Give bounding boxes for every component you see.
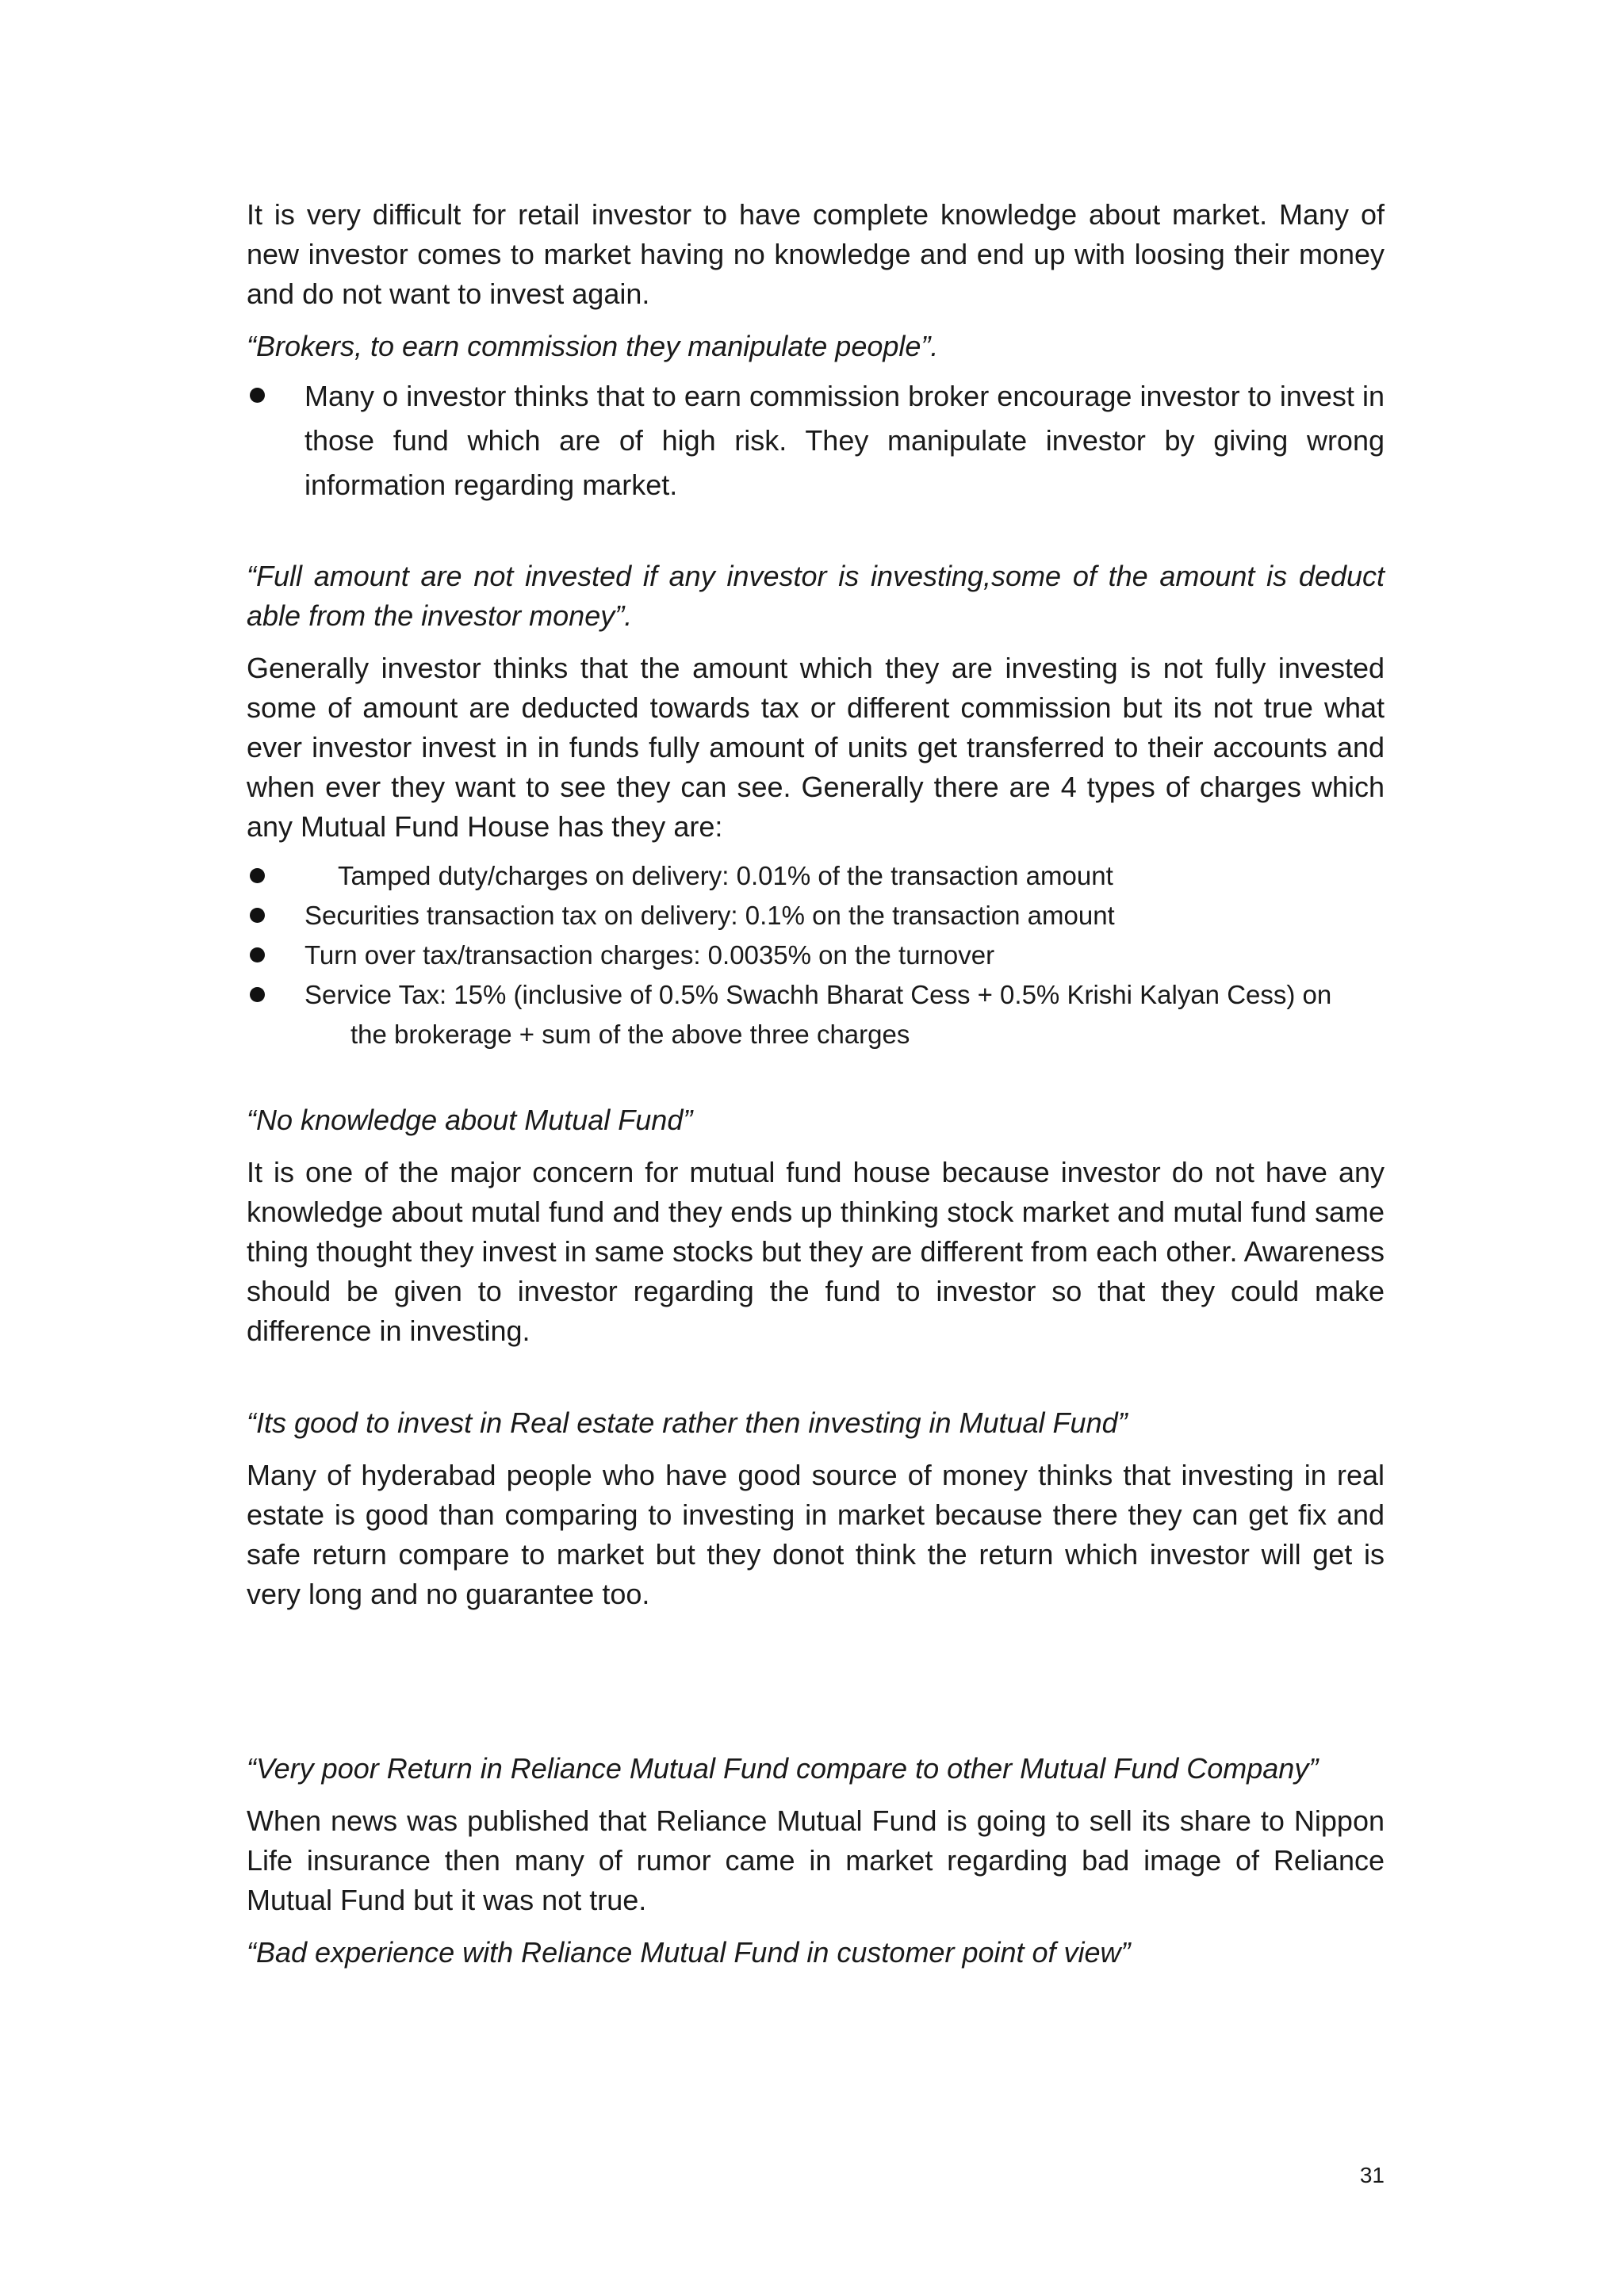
bullet-dot-icon — [250, 388, 265, 403]
charge-text: Tamped duty/charges on delivery: 0.01% of the transaction amount — [338, 861, 1113, 890]
charge-item — [247, 856, 1385, 896]
real-estate-paragraph: Many of hyderabad people who have good source of money thinks that investing in real estate is good than comparing to investing in market because there they can get fix and safe return compare to market but they donot think the return which investor will get is very long and no guarantee too. — [247, 1459, 1385, 1610]
bullet-dot-icon — [250, 987, 265, 1002]
page-number: 31 — [1359, 2163, 1385, 2187]
no-knowledge-paragraph: It is one of the major concern for mutual fund house because investor do not have any knowledge about mutal fund and they ends up thinking stock market and mutal fund same thing thought they invest in same stocks but they are different from each other. Awareness should be given to investor regarding the fund to investor so that they could make difference in investing. — [247, 1156, 1385, 1347]
heading-full-amount: “Full amount are not invested if any investor is investing,some of the amount is deduct able from the investor money”. — [247, 560, 1385, 632]
service-tax-line-1: Service Tax: 15% (inclusive of 0.5% Swachh Bharat Cess + 0.5% Krishi Kalyan Cess) on — [304, 980, 1332, 1009]
heading-brokers: “Brokers, to earn commission they manipulate people”. — [247, 330, 939, 362]
charge-item — [247, 936, 1385, 975]
brokers-bullet-item — [247, 374, 1385, 507]
brokers-bullet-list — [247, 374, 1385, 507]
intro-paragraph: It is very difficult for retail investor to have complete knowledge about market. Many of new investor comes to market having no knowledge and end up with loosing their money and do not want to invest again. — [247, 198, 1385, 310]
poor-return-paragraph: When news was published that Reliance Mutual Fund is going to sell its share to Nippon Life insurance then many of rumor came in market regarding bad image of Reliance Mutual Fund but it was not true. — [247, 1804, 1385, 1916]
heading-real-estate: “Its good to invest in Real estate rather then investing in Mutual Fund” — [247, 1406, 1128, 1439]
bullet-dot-icon — [250, 947, 265, 962]
bullet-dot-icon — [250, 868, 265, 883]
service-tax-line-2: the brokerage + sum of the above three charges — [350, 1020, 910, 1049]
bullet-dot-icon — [250, 908, 265, 923]
heading-no-knowledge: “No knowledge about Mutual Fund” — [247, 1104, 693, 1136]
full-amount-paragraph: Generally investor thinks that the amount which they are investing is not fully invested some of amount are deducted towards tax or different commission but its not true what ever investor invest in in funds fully amount of units get transferred to their accounts and when ever they want to see they can see. Generally there are 4 types of charges which any Mutual Fund House has they are: — [247, 652, 1385, 843]
charge-text: Securities transaction tax on delivery: 0.1% on the transaction amount — [304, 901, 1115, 930]
brokers-bullet-text: Many o investor thinks that to earn commission broker encourage investor to invest in those fund which are of high risk. They manipulate investor by giving wrong information regarding market. — [304, 380, 1385, 501]
charge-text: Turn over tax/transaction charges: 0.0035% on the turnover — [304, 940, 995, 970]
page-content — [247, 195, 1385, 1973]
charge-item-service-tax — [247, 975, 1385, 1054]
charges-list — [247, 856, 1385, 1054]
heading-bad-experience: “Bad experience with Reliance Mutual Fund in customer point of view” — [247, 1936, 1131, 1969]
heading-poor-return: “Very poor Return in Reliance Mutual Fund compare to other Mutual Fund Company” — [247, 1752, 1319, 1785]
charge-item — [247, 896, 1385, 936]
